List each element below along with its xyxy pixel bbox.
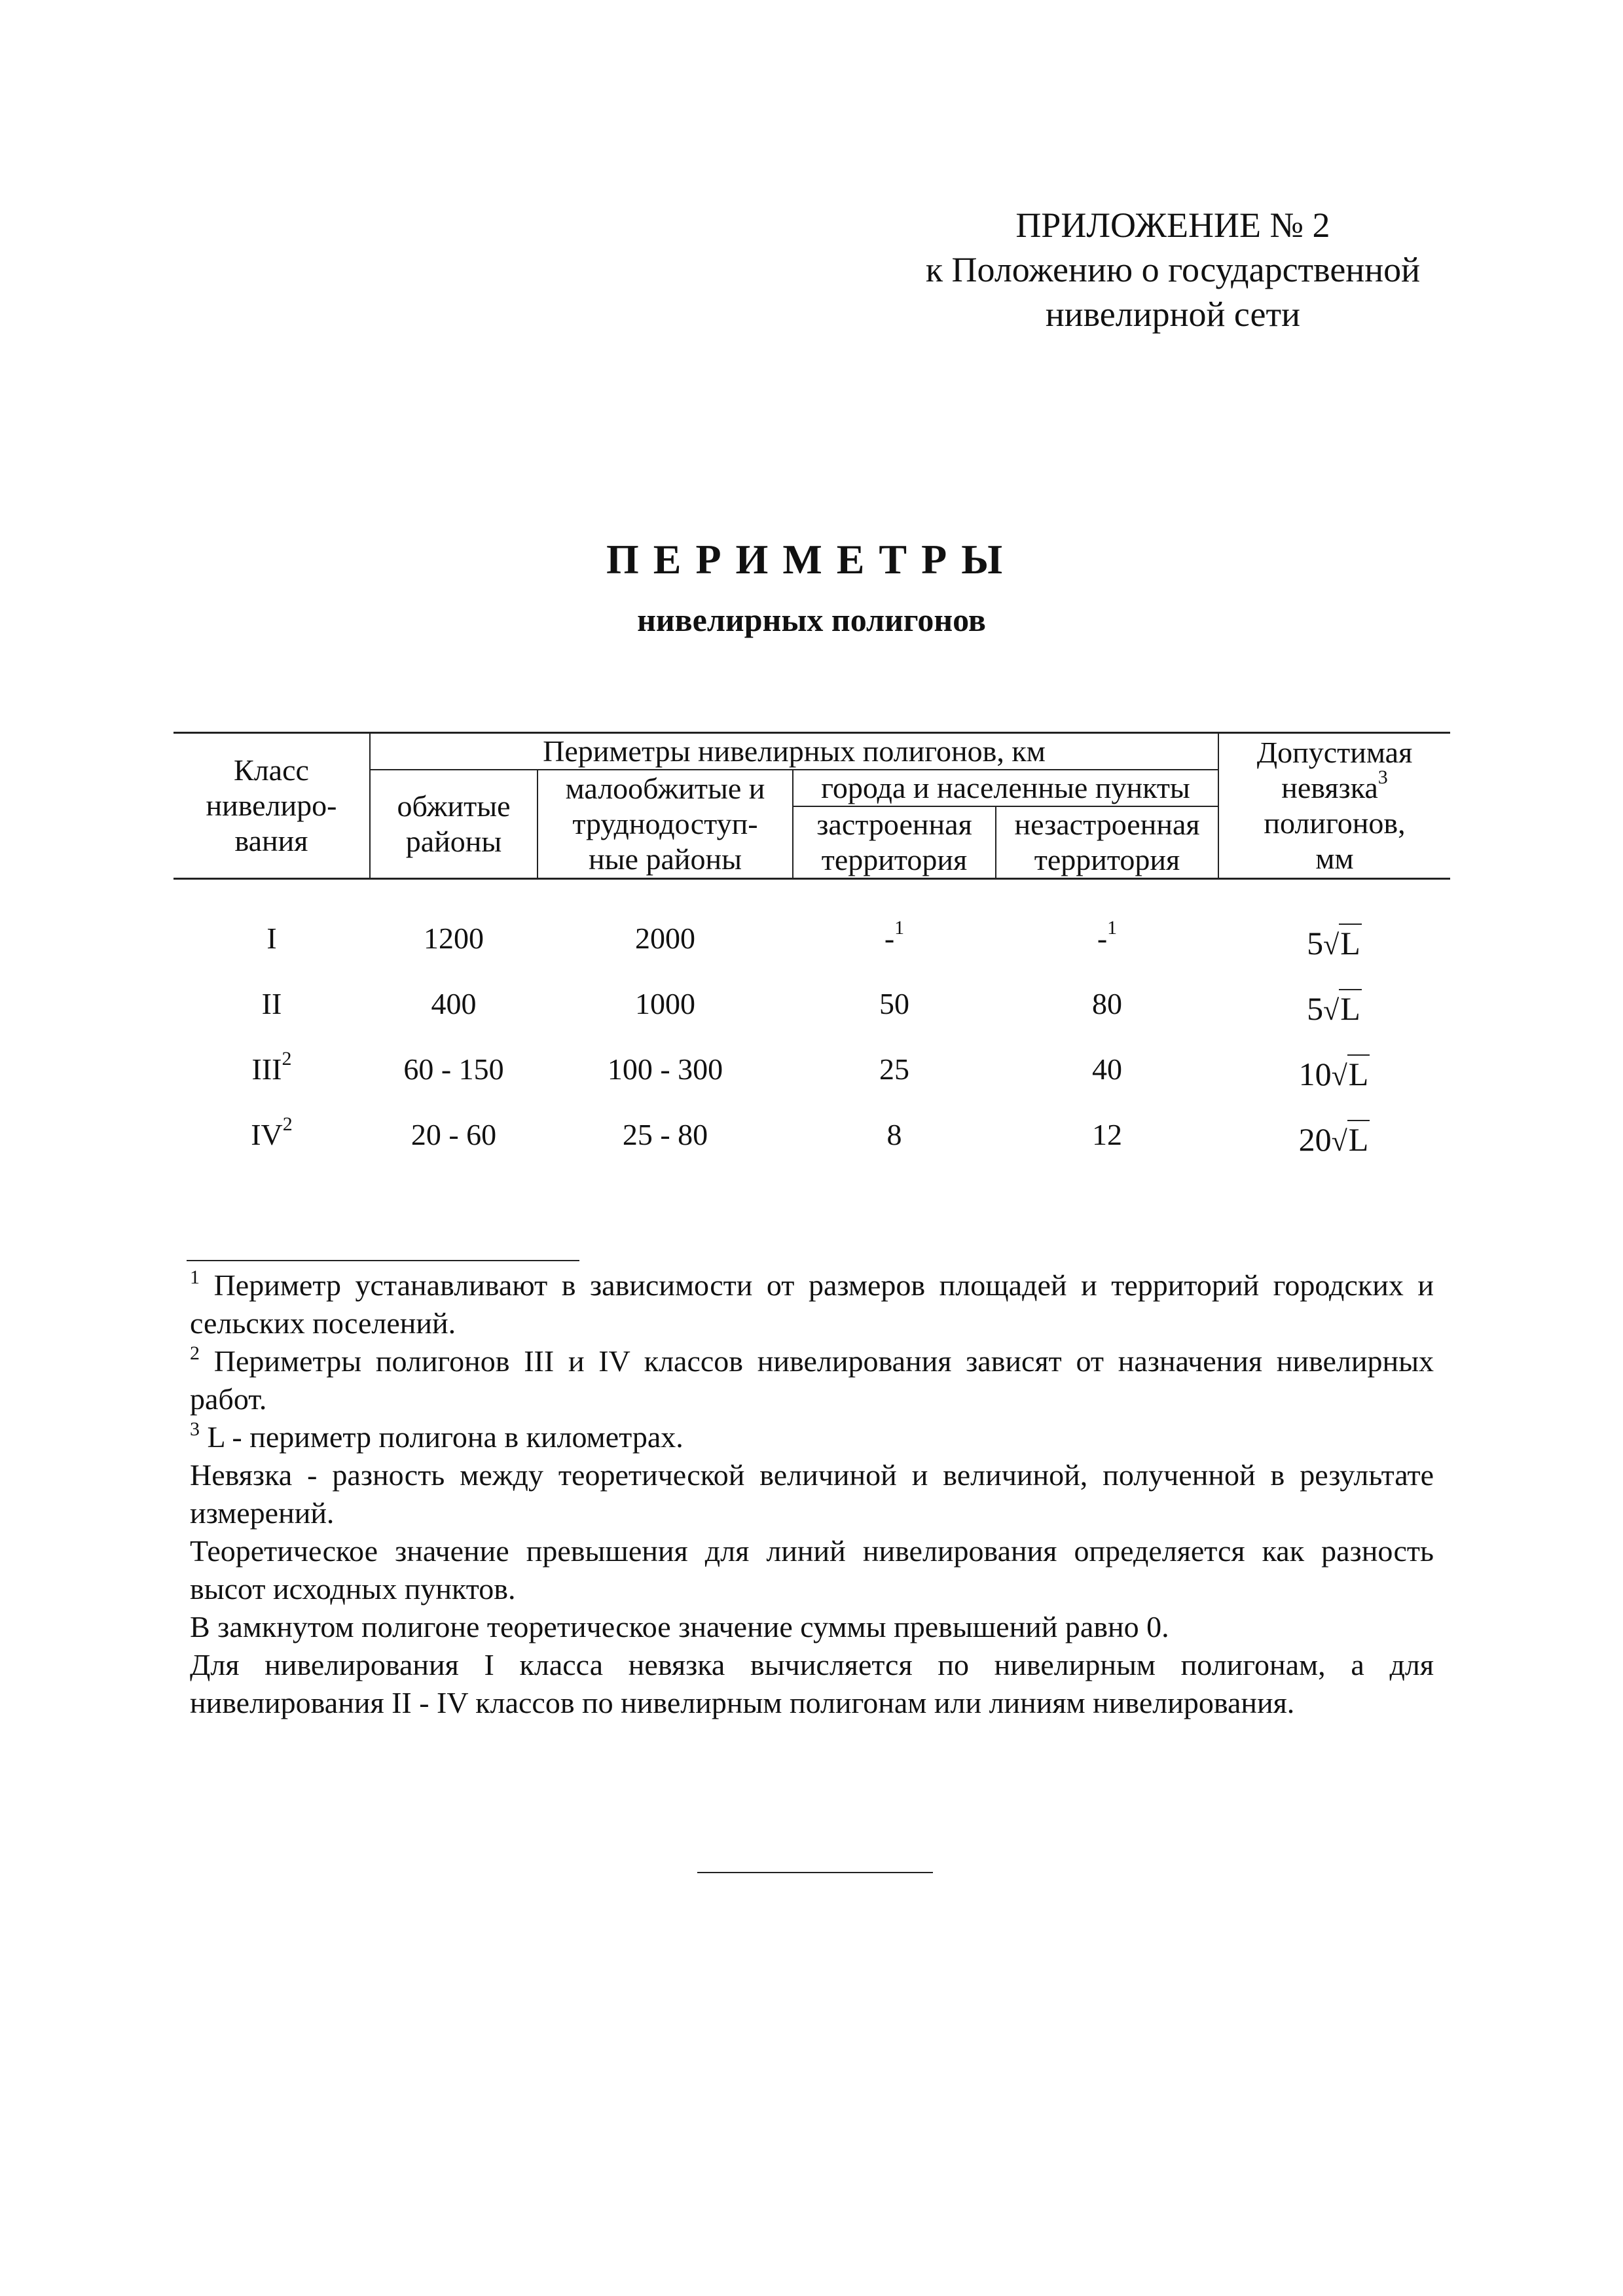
note-paragraph: Невязка - разность между теоретической величиной и величиной, полученной в результате измерений.	[190, 1458, 1434, 1530]
header-class	[173, 733, 370, 879]
formula-coef: 10	[1298, 1055, 1332, 1092]
cell-class	[173, 1037, 370, 1102]
header-text: полигонов,	[1264, 806, 1406, 840]
footnote-ref: 3	[1377, 766, 1388, 788]
cell-unbuilt	[996, 1102, 1218, 1168]
cell-value: -	[884, 922, 895, 955]
cell-populated: 1200	[424, 922, 484, 955]
cell-value: 8	[886, 1118, 902, 1151]
footnote-ref: 1	[1107, 917, 1118, 939]
cell-class	[173, 1102, 370, 1168]
footnote	[190, 1266, 1434, 1342]
footnote-ref: 2	[282, 1113, 293, 1135]
cell-tolerance	[1218, 971, 1450, 1037]
header-text: Допустимая	[1256, 736, 1413, 769]
header-text: нивелиро-	[206, 789, 337, 822]
note-paragraph: В замкнутом полигоне теоретическое значение суммы превышений равно 0.	[190, 1610, 1169, 1643]
cell-tolerance	[1218, 1102, 1450, 1168]
table-body	[173, 879, 1450, 1168]
cell-built	[793, 1037, 996, 1102]
cell-value: 25	[879, 1052, 909, 1086]
header-text: труднодоступ-	[572, 807, 758, 840]
table-header	[173, 733, 1450, 879]
appendix-header	[926, 203, 1420, 336]
footnote-mark: 3	[190, 1418, 200, 1440]
cell-tolerance	[1218, 1037, 1450, 1102]
cell-remote: 2000	[635, 922, 695, 955]
cell-value: 80	[1092, 987, 1122, 1020]
header-cities: города и населенные пункты	[793, 770, 1218, 806]
footnote-divider	[187, 1260, 579, 1261]
formula-var: L	[1340, 924, 1360, 961]
header-text: обжитые	[397, 789, 511, 823]
formula-var: L	[1348, 1121, 1369, 1158]
header-text: малообжитые и	[565, 772, 765, 805]
tolerance-formula	[1307, 915, 1362, 963]
class-value: I	[266, 922, 277, 955]
perimeters-table	[173, 732, 1450, 1168]
cell-class	[173, 879, 370, 972]
sqrt-icon: √	[1331, 1059, 1347, 1092]
end-divider	[697, 1872, 933, 1873]
header-text: застроенная	[816, 808, 972, 841]
cell-built	[793, 879, 996, 972]
table-row	[173, 1102, 1450, 1168]
cell-tolerance	[1218, 879, 1450, 972]
cell-value: 50	[879, 987, 909, 1020]
class-value: III	[251, 1052, 282, 1086]
header-text: невязка	[1281, 771, 1378, 804]
footnote	[190, 1418, 1434, 1456]
header-text: Класс	[234, 753, 309, 787]
cell-value: 40	[1092, 1052, 1122, 1086]
header-built	[793, 806, 996, 879]
cell-remote: 100 - 300	[607, 1052, 723, 1086]
tolerance-formula	[1299, 1111, 1370, 1159]
cell-value: 12	[1092, 1118, 1122, 1151]
sqrt-icon: √	[1323, 994, 1340, 1026]
cell-remote: 1000	[635, 987, 695, 1020]
appendix-title: ПРИЛОЖЕНИЕ № 2	[1015, 206, 1330, 245]
cell-populated: 20 - 60	[410, 1118, 497, 1151]
cell-populated: 60 - 150	[403, 1052, 504, 1086]
class-value: II	[261, 987, 282, 1020]
formula-var: L	[1340, 990, 1360, 1027]
table-row	[173, 879, 1450, 972]
cell-populated: 400	[431, 987, 477, 1020]
header-text: незастроенная	[1014, 808, 1200, 841]
page-title: ПЕРИМЕТРЫ	[606, 536, 1017, 583]
footnote-mark: 2	[190, 1342, 200, 1364]
formula-var: L	[1348, 1055, 1369, 1092]
header-text: вания	[234, 824, 308, 857]
class-value: IV	[251, 1118, 283, 1151]
header-populated	[370, 770, 538, 879]
page-subtitle: нивелирных полигонов	[637, 601, 986, 638]
cell-unbuilt	[996, 971, 1218, 1037]
footnote-text: Периметр устанавливают в зависимости от размеров площадей и территорий городских и сельских поселений.	[190, 1268, 1434, 1340]
header-text: территория	[821, 843, 968, 876]
sqrt-icon: √	[1323, 928, 1340, 961]
header-text	[1224, 766, 1445, 806]
header-text: ные районы	[589, 842, 742, 876]
formula-coef: 5	[1307, 990, 1324, 1027]
header-unbuilt	[996, 806, 1218, 879]
cell-remote: 25 - 80	[622, 1118, 708, 1151]
note-paragraph: Для нивелирования I класса невязка вычисляется по нивелирным полигонам, а для нивелирования II - IV классов по нивелирным полигонам или линиям нивелирования.	[190, 1648, 1434, 1719]
cell-built	[793, 971, 996, 1037]
header-text: районы	[405, 825, 502, 858]
table-row	[173, 971, 1450, 1037]
appendix-line: нивелирной сети	[1045, 295, 1300, 334]
cell-value: -	[1097, 922, 1108, 955]
cell-class	[173, 971, 370, 1037]
footnote	[190, 1342, 1434, 1418]
note-paragraph: Теоретическое значение превышения для линий нивелирования определяется как разность высот исходных пунктов.	[190, 1534, 1434, 1605]
footnote-ref: 2	[282, 1048, 292, 1069]
notes-section	[190, 1266, 1434, 1722]
appendix-line: к Положению о государственной	[925, 250, 1420, 289]
header-remote	[538, 770, 793, 879]
footnote-mark: 1	[190, 1266, 200, 1288]
cell-unbuilt	[996, 1037, 1218, 1102]
footnote-text: L - периметр полигона в километрах.	[207, 1420, 684, 1454]
header-text: мм	[1315, 842, 1354, 875]
tolerance-formula	[1299, 1046, 1370, 1094]
cell-built	[793, 1102, 996, 1168]
formula-coef: 20	[1298, 1121, 1332, 1158]
sqrt-icon: √	[1331, 1124, 1347, 1157]
header-tolerance	[1218, 733, 1450, 879]
tolerance-formula	[1307, 980, 1362, 1028]
footnote-ref: 1	[894, 917, 905, 939]
footnote-text: Периметры полигонов III и IV классов нивелирования зависят от назначения нивелирных работ.	[190, 1344, 1434, 1416]
header-perimeters: Периметры нивелирных полигонов, км	[370, 733, 1218, 770]
header-text: территория	[1034, 843, 1180, 876]
table-row	[173, 1037, 1450, 1102]
formula-coef: 5	[1307, 924, 1324, 961]
cell-unbuilt	[996, 879, 1218, 972]
